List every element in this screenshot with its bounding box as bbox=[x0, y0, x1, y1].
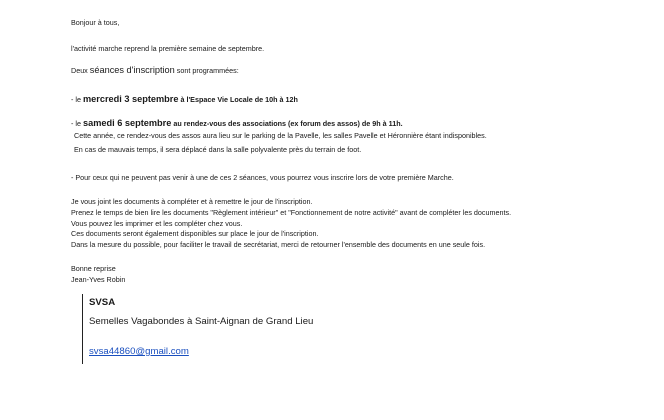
docs-line-1: Je vous joint les documents à compléter et à remettre le jour de l'inscription. bbox=[71, 197, 313, 206]
signature-email-link[interactable]: svsa44860@gmail.com bbox=[89, 346, 189, 357]
session-1-date: mercredi 3 septembre bbox=[82, 94, 179, 104]
session-2-prefix: - le bbox=[71, 119, 83, 128]
docs-line-3: Vous pouvez les imprimer et les compléter chez vous. bbox=[71, 219, 243, 228]
other-option-text: - Pour ceux qui ne peuvent pas venir à une de ces 2 séances, vous pourrez vous inscrire lors de votre première Marche. bbox=[71, 173, 454, 182]
docs-line-5: Dans la mesure du possible, pour faciliter le travail de secrétariat, merci de retourner l'ensemble des documents en une seule fois. bbox=[71, 240, 486, 249]
intro-text: l'activité marche reprend la première semaine de septembre. bbox=[71, 44, 265, 53]
session-2-place: au rendez-vous des associations (ex forum des assos) de 9h à 11h. bbox=[171, 119, 403, 128]
sessions-intro bbox=[71, 66, 239, 75]
session-2-note-weather: En cas de mauvais temps, il sera déplacé dans la salle polyvalente près du terrain de foot. bbox=[74, 145, 362, 154]
docs-line-4: Ces documents seront également disponibles sur place le jour de l'inscription. bbox=[71, 229, 319, 238]
session-2-note-location: Cette année, ce rendez-vous des assos aura lieu sur le parking de la Pavelle, les salles Pavelle et Héronnière étant indisponibles. bbox=[74, 131, 487, 140]
session-2-date: samedi 6 septembre bbox=[82, 118, 172, 128]
session-1-place: à l'Espace Vie Locale de 10h à 12h bbox=[178, 95, 298, 104]
closing-text: Bonne reprise bbox=[71, 264, 116, 273]
session-2 bbox=[71, 119, 403, 128]
signature-block bbox=[82, 294, 383, 364]
sessions-highlight: séances d'inscription bbox=[89, 65, 175, 75]
signature-org-full-name: Semelles Vagabondes à Saint-Aignan de Grand Lieu bbox=[89, 316, 314, 327]
signature-org-name: SVSA bbox=[89, 297, 116, 308]
author-name: Jean-Yves Robin bbox=[71, 275, 126, 284]
greeting: Bonjour à tous, bbox=[71, 18, 120, 27]
sessions-prefix: Deux bbox=[71, 66, 90, 75]
session-1-prefix: - le bbox=[71, 95, 83, 104]
sessions-suffix: sont programmées: bbox=[174, 66, 239, 75]
session-1 bbox=[71, 95, 298, 104]
docs-line-2: Prenez le temps de bien lire les documents "Règlement intérieur" et "Fonctionnement de notre activité" avant de compléter les documents. bbox=[71, 208, 512, 217]
